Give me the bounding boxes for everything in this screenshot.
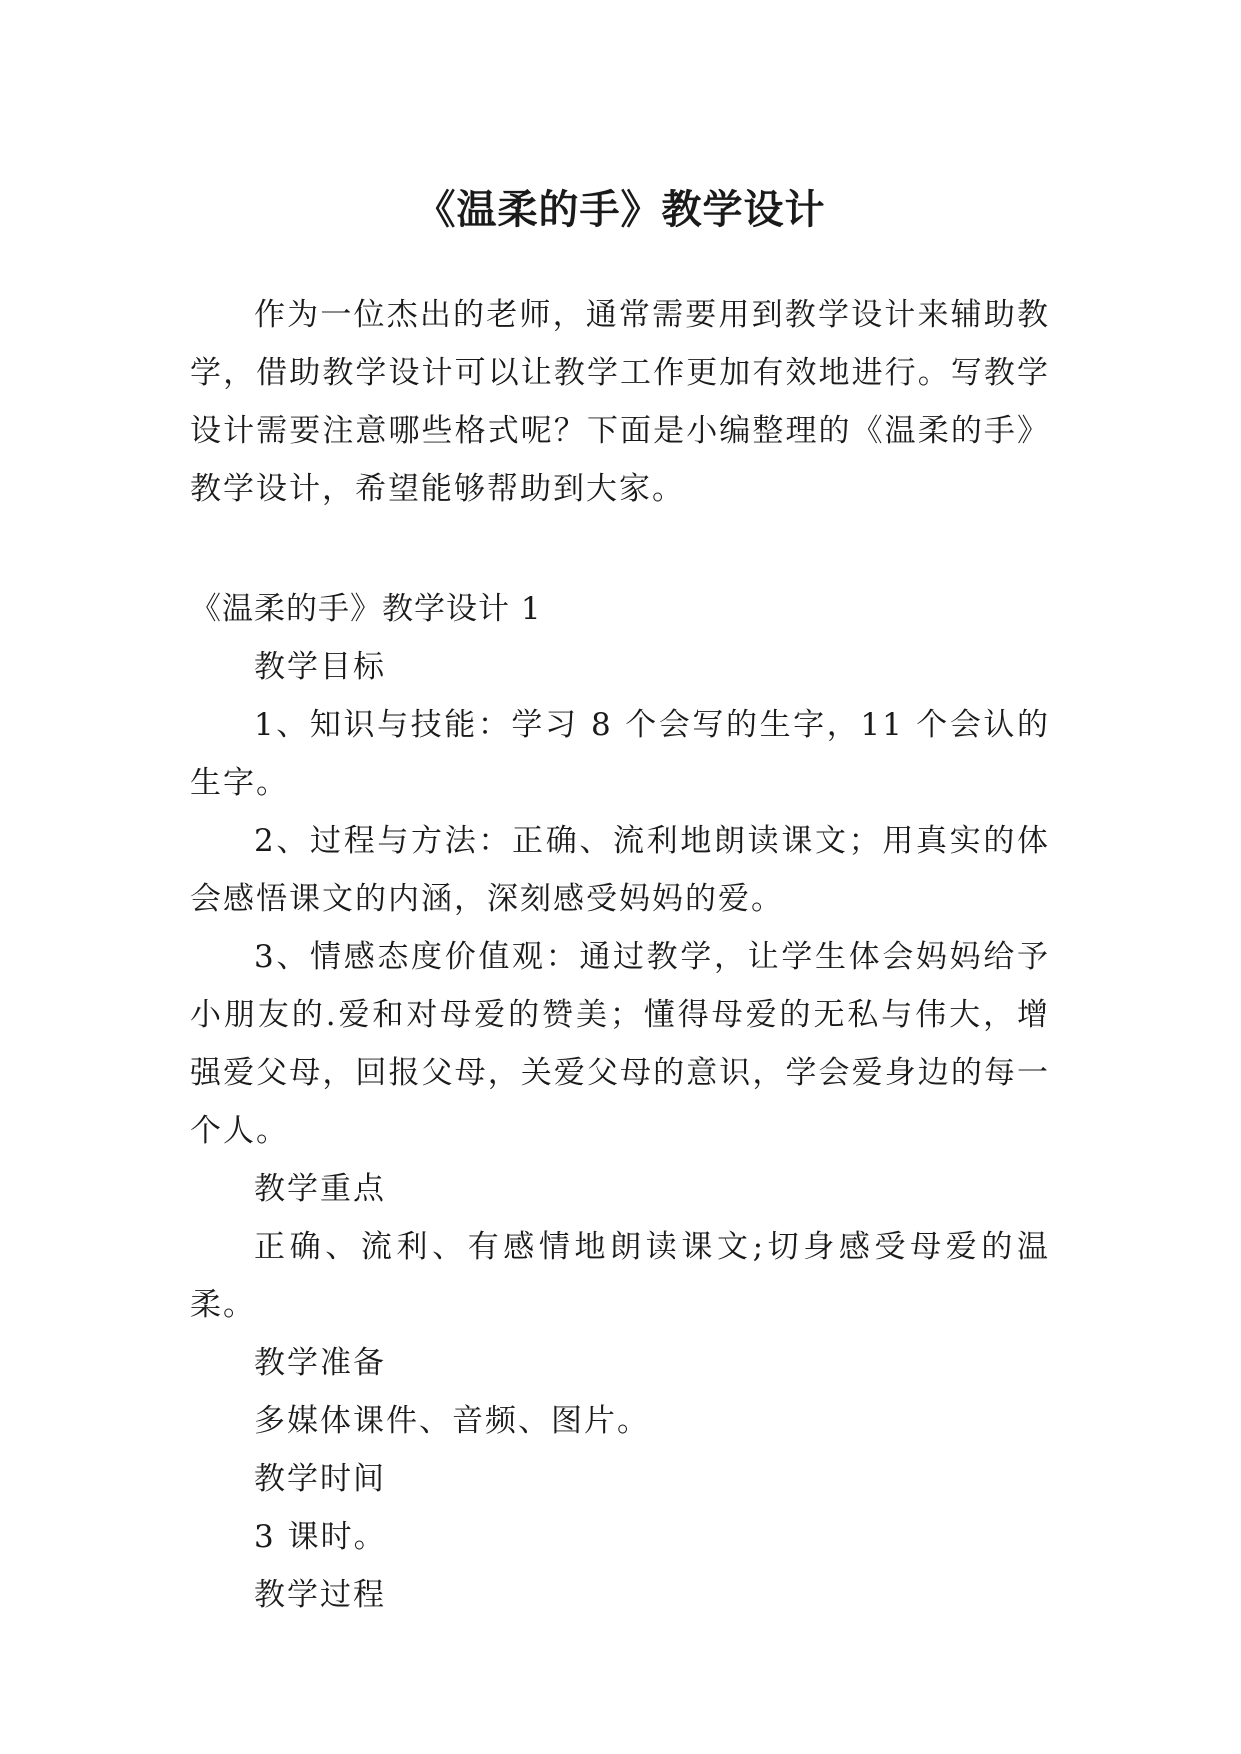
document-title: 《温柔的手》教学设计: [415, 185, 826, 233]
goal-process-methods: 2、过程与方法：正确、流利地朗读课文；用真实的体会感悟课文的内涵，深刻感受妈妈的爱。: [190, 823, 1050, 917]
intro-paragraph: 作为一位杰出的老师，通常需要用到教学设计来辅助教学，借助教学设计可以让教学工作更加有效地进行。写教学设计需要注意哪些格式呢？下面是小编整理的《温柔的手》教学设计，希望能够帮助到大家。: [190, 297, 1050, 507]
heading-teaching-process: 教学过程: [254, 1577, 386, 1613]
heading-teaching-goals: 教学目标: [254, 649, 386, 685]
section-heading: 《温柔的手》教学设计 1: [190, 591, 542, 627]
heading-teaching-focus: 教学重点: [254, 1171, 386, 1207]
teaching-time-text: 3 课时。: [254, 1519, 387, 1555]
heading-teaching-time: 教学时间: [254, 1461, 386, 1497]
goal-emotion-values: 3、情感态度价值观：通过教学，让学生体会妈妈给予小朋友的.爱和对母爱的赞美；懂得母爱的无私与伟大，增强爱父母，回报父母，关爱父母的意识，学会爱身边的每一个人。: [190, 939, 1050, 1149]
goal-knowledge-skills: 1、知识与技能：学习 8 个会写的生字，11 个会认的生字。: [190, 707, 1050, 801]
teaching-preparation-text: 多媒体课件、音频、图片。: [254, 1403, 650, 1439]
heading-teaching-preparation: 教学准备: [254, 1345, 386, 1381]
teaching-focus-text: 正确、流利、有感情地朗读课文;切身感受母爱的温柔。: [190, 1229, 1050, 1323]
section-body: [190, 638, 1050, 1624]
